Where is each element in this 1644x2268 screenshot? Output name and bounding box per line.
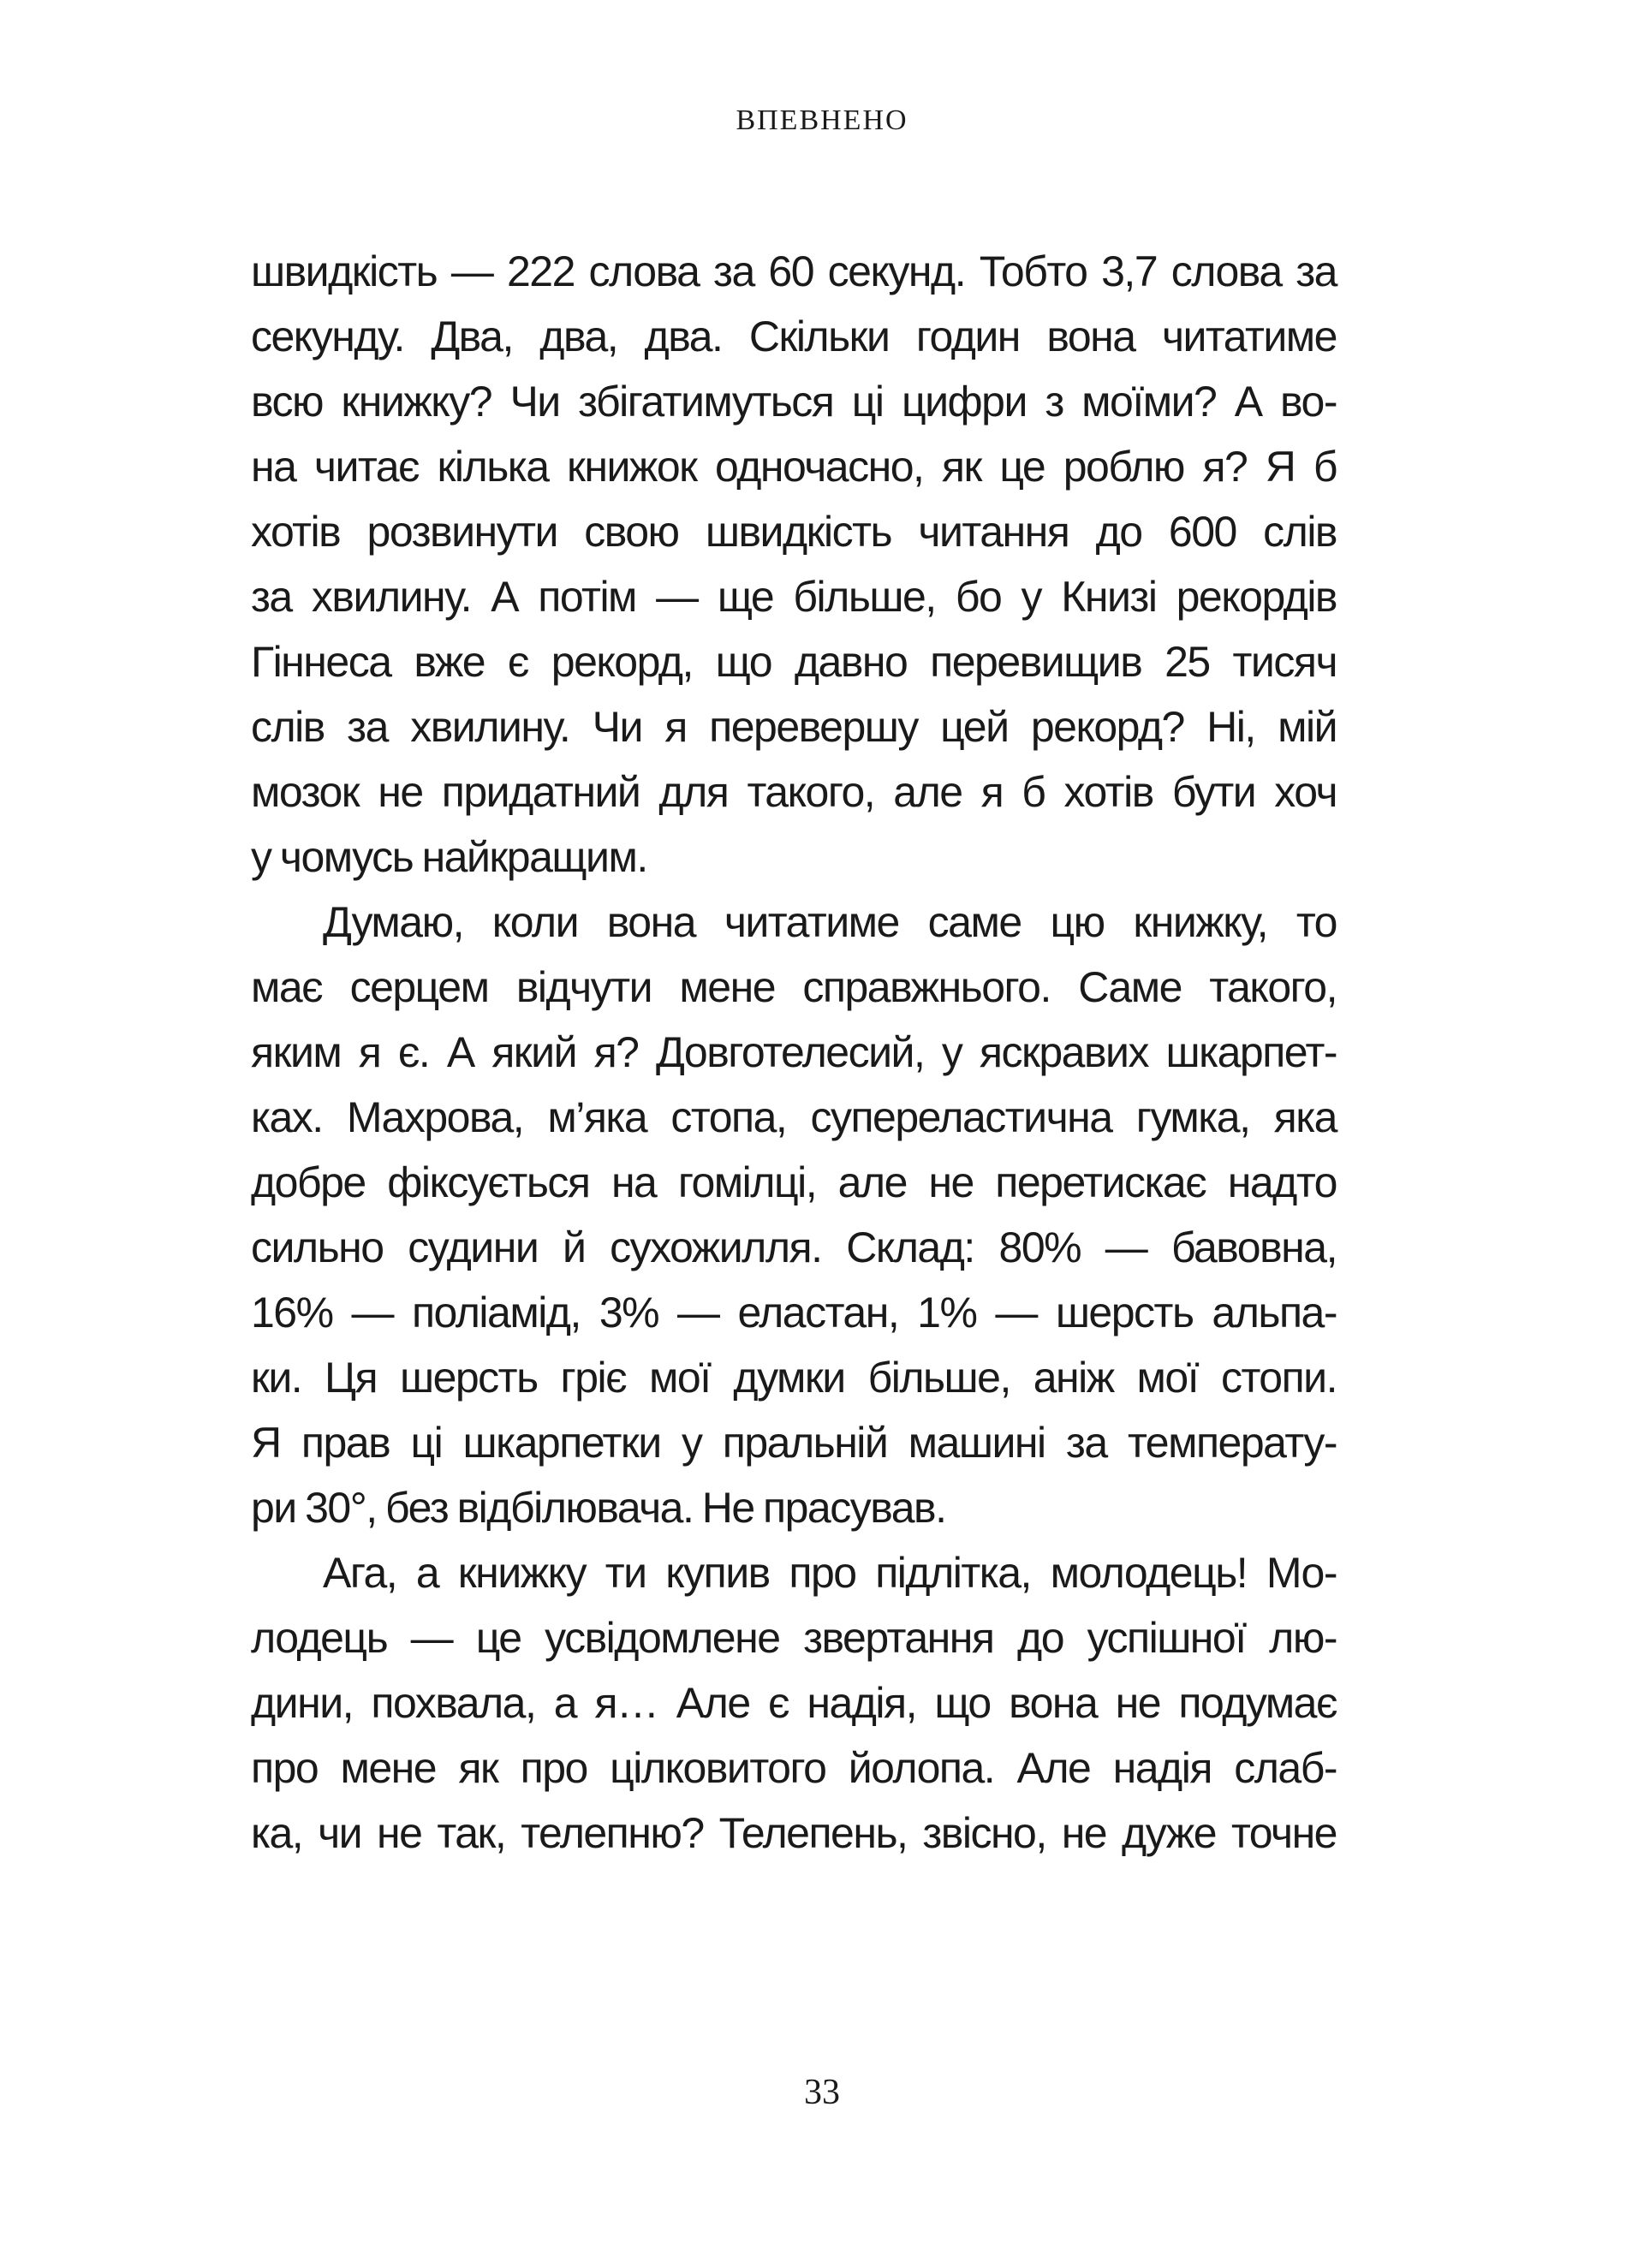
text-line: 16% — поліамід, 3% — еластан, 1% — шерсть альпа- [251,1289,1337,1336]
text-line: на читає кілька книжок одночасно, як це роблю я? Я б [251,443,1337,491]
page-number: 33 [804,2073,840,2112]
text-line: добре фіксується на гомілці, але не перетискає надто [251,1158,1337,1206]
text-line: лодець — це усвідомлене звертання до успішної лю- [251,1614,1337,1662]
paragraph [251,890,1337,1540]
text-line: мозок не придатний для такого, але я б хотів бути хоч [251,768,1337,816]
text-line: сильно судини й сухожилля. Склад: 80% — бавовна, [251,1223,1337,1271]
text-line: про мене як про цілковитого йолопа. Але надія слаб- [251,1744,1337,1792]
text-line: ка, чи не так, телепню? Телепень, звісно, не дуже точне [251,1809,1337,1857]
text-line: швидкість — 222 слова за 60 секунд. Тобто 3,7 слова за [251,247,1337,295]
text-line: секунду. Два, два, два. Скільки годин вона читатиме [251,313,1337,360]
text-line: слів за хвилину. Чи я перевершу цей рекорд? Ні, мій [251,703,1337,751]
text-line: Ага, а книжку ти купив про підлітка, молодець! Мо- [323,1549,1337,1597]
text-line: Я прав ці шкарпетки у пральній машині за температу- [251,1419,1337,1467]
running-header: ВПЕВНЕНО [736,104,908,136]
text-line: дини, похвала, а я… Але є надія, що вона не подумає [251,1679,1337,1727]
text-line: всю книжку? Чи збігатимуться ці цифри з моїми? А во- [251,378,1337,426]
text-line: ри 30°, без відбілювача. Не прасував. [251,1484,946,1532]
text-line: має серцем відчути мене справжнього. Саме такого, [251,963,1337,1011]
text-line: Гіннеса вже є рекорд, що давно перевищив 25 тисяч [251,638,1337,686]
text-line: Думаю, коли вона читатиме саме цю книжку, то [323,898,1337,946]
body-text [251,239,1337,1866]
paragraph [251,1540,1337,1866]
text-line: за хвилину. А потім — ще більше, бо у Книзі рекордів [251,573,1337,621]
text-line: ках. Махрова, м’яка стопа, супереластична гумка, яка [251,1093,1337,1141]
paragraph [251,239,1337,890]
text-line: яким я є. А який я? Довготелесий, у яскравих шкарпет- [251,1028,1337,1076]
text-line: ки. Ця шерсть гріє мої думки більше, аніж мої стопи. [251,1354,1337,1402]
text-line: у чомусь найкращим. [251,833,647,881]
text-line: хотів розвинути свою швидкість читання до 600 слів [251,508,1337,556]
